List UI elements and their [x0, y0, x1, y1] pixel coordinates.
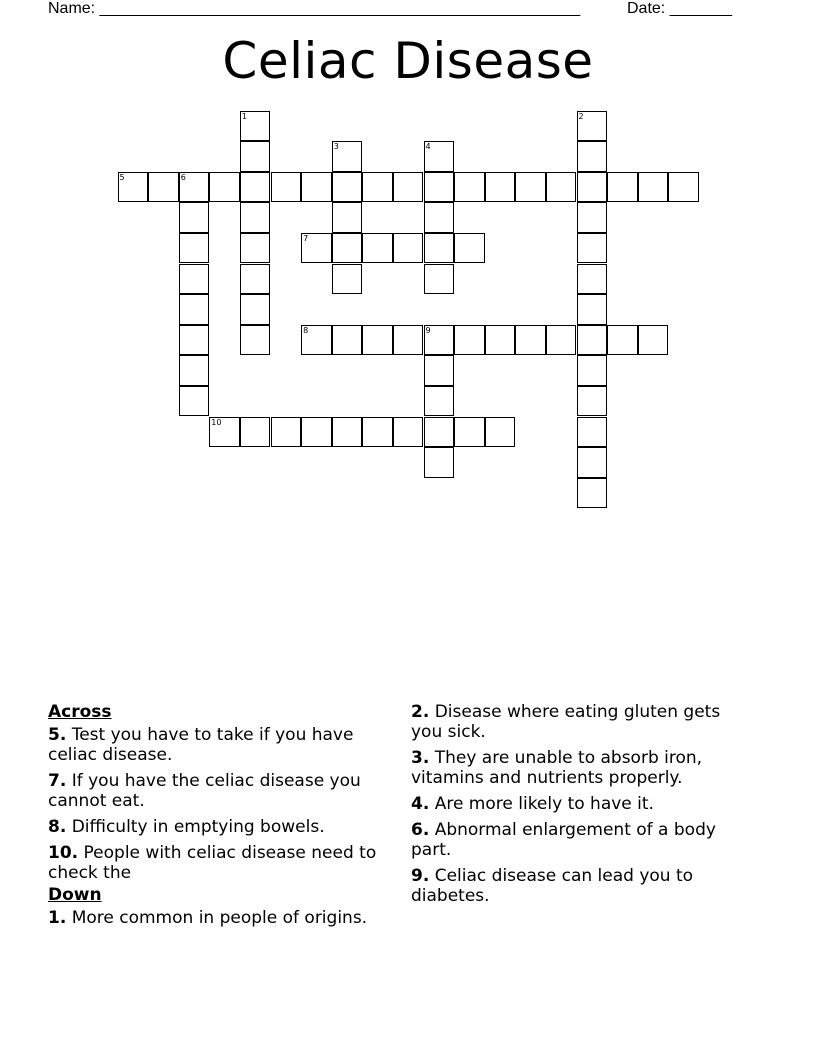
clue-across-7	[48, 771, 393, 811]
grid-cell[interactable]	[577, 355, 608, 386]
grid-cell[interactable]	[424, 325, 455, 356]
clue-number: 9.	[411, 866, 430, 886]
grid-cell[interactable]	[577, 202, 608, 233]
grid-cell[interactable]	[179, 294, 210, 325]
clue-number-label: 4	[425, 142, 431, 152]
clue-across-5	[48, 725, 393, 765]
grid-cell[interactable]	[607, 172, 638, 203]
grid-cell[interactable]	[577, 264, 608, 295]
grid-cell[interactable]	[515, 325, 546, 356]
grid-cell[interactable]	[362, 233, 393, 264]
grid-cell[interactable]	[240, 264, 271, 295]
grid-cell[interactable]	[118, 172, 149, 203]
grid-cell[interactable]	[332, 172, 363, 203]
clue-number-label: 6	[180, 172, 186, 182]
clue-down-9	[411, 866, 756, 906]
clue-text: They are unable to absorb iron, vitamins and nutrients properly.	[411, 748, 703, 788]
clues-left-column	[48, 702, 393, 934]
page-title: Celiac Disease	[222, 32, 594, 90]
grid-cell[interactable]	[240, 233, 271, 264]
grid-cell[interactable]	[179, 233, 210, 264]
grid-cell[interactable]	[424, 447, 455, 478]
clue-number: 5.	[48, 725, 67, 745]
clue-number: 2.	[411, 702, 430, 722]
clue-number: 3.	[411, 748, 430, 768]
grid-cell[interactable]	[577, 141, 608, 172]
grid-cell[interactable]	[577, 233, 608, 264]
name-line: Name: ______________________________________________________	[48, 0, 581, 17]
grid-cell[interactable]	[638, 325, 669, 356]
grid-cell[interactable]	[607, 325, 638, 356]
clue-number-label: 2	[578, 111, 584, 121]
grid-cell[interactable]	[424, 417, 455, 448]
crossword-grid	[0, 0, 816, 520]
grid-cell[interactable]	[577, 478, 608, 509]
clue-number-label: 7	[303, 233, 309, 243]
across-heading: Across	[48, 702, 112, 722]
grid-cell[interactable]	[577, 417, 608, 448]
grid-cell[interactable]	[179, 386, 210, 417]
clue-number-label: 5	[119, 172, 125, 182]
grid-cell[interactable]	[485, 417, 516, 448]
down-heading: Down	[48, 885, 102, 905]
grid-cell[interactable]	[577, 111, 608, 142]
grid-cell[interactable]	[454, 233, 485, 264]
grid-cell[interactable]	[485, 325, 516, 356]
grid-cell[interactable]	[393, 417, 424, 448]
clue-down-1	[48, 908, 393, 928]
clue-number: 8.	[48, 817, 67, 837]
clue-across-10	[48, 843, 393, 883]
grid-cell[interactable]	[577, 294, 608, 325]
clue-number: 6.	[411, 820, 430, 840]
clue-down-3	[411, 748, 756, 788]
grid-cell[interactable]	[577, 325, 608, 356]
grid-cell[interactable]	[271, 172, 302, 203]
grid-cell[interactable]	[301, 325, 332, 356]
grid-cell[interactable]	[424, 172, 455, 203]
grid-cell[interactable]	[301, 417, 332, 448]
grid-cell[interactable]	[362, 172, 393, 203]
clue-number-label: 9	[425, 325, 431, 335]
grid-cell[interactable]	[577, 447, 608, 478]
clue-down-6	[411, 820, 756, 860]
grid-cell[interactable]	[240, 141, 271, 172]
grid-cell[interactable]	[668, 172, 699, 203]
grid-cell[interactable]	[332, 141, 363, 172]
grid-cell[interactable]	[240, 202, 271, 233]
clue-text: More common in people of origins.	[71, 908, 368, 928]
clue-down-2	[411, 702, 756, 742]
grid-cell[interactable]	[179, 355, 210, 386]
grid-cell[interactable]	[301, 233, 332, 264]
clue-number: 1.	[48, 908, 67, 928]
clue-text: Difficulty in emptying bowels.	[71, 817, 325, 837]
grid-cell[interactable]	[332, 417, 363, 448]
grid-cell[interactable]	[515, 172, 546, 203]
grid-cell[interactable]	[424, 386, 455, 417]
grid-cell[interactable]	[240, 417, 271, 448]
grid-cell[interactable]	[424, 141, 455, 172]
grid-cell[interactable]	[332, 264, 363, 295]
clue-number-label: 8	[303, 325, 309, 335]
grid-cell[interactable]	[240, 325, 271, 356]
grid-cell[interactable]	[485, 172, 516, 203]
grid-cell[interactable]	[179, 202, 210, 233]
grid-cell[interactable]	[454, 172, 485, 203]
clue-number-label: 1	[241, 111, 247, 121]
grid-cell[interactable]	[393, 172, 424, 203]
grid-cell[interactable]	[332, 233, 363, 264]
grid-cell[interactable]	[179, 264, 210, 295]
grid-cell[interactable]	[179, 325, 210, 356]
clue-across-8	[48, 817, 393, 837]
grid-cell[interactable]	[424, 355, 455, 386]
clue-down-4	[411, 794, 756, 814]
grid-cell[interactable]	[393, 325, 424, 356]
clue-number-label: 10	[211, 417, 222, 427]
clue-number: 4.	[411, 794, 430, 814]
grid-cell[interactable]	[638, 172, 669, 203]
grid-cell[interactable]	[454, 417, 485, 448]
grid-cell[interactable]	[209, 417, 240, 448]
clue-text: Abnormal enlargement of a body part.	[411, 820, 716, 860]
date-line: Date: _______	[627, 0, 732, 17]
grid-cell[interactable]	[577, 172, 608, 203]
grid-cell[interactable]	[577, 386, 608, 417]
grid-cell[interactable]	[301, 172, 332, 203]
grid-cell[interactable]	[240, 294, 271, 325]
grid-cell[interactable]	[240, 111, 271, 142]
clue-text: Celiac disease can lead you to diabetes.	[411, 866, 694, 906]
grid-cell[interactable]	[546, 172, 577, 203]
grid-cell[interactable]	[271, 417, 302, 448]
grid-cell[interactable]	[546, 325, 577, 356]
grid-cell[interactable]	[332, 325, 363, 356]
grid-cell[interactable]	[393, 233, 424, 264]
clue-text: People with celiac disease need to check the	[48, 843, 377, 883]
grid-cell[interactable]	[179, 172, 210, 203]
grid-cell[interactable]	[424, 202, 455, 233]
clue-text: Are more likely to have it.	[434, 794, 654, 814]
clues-right-column	[411, 702, 756, 912]
grid-cell[interactable]	[424, 264, 455, 295]
clue-number: 10.	[48, 843, 79, 863]
grid-cell[interactable]	[240, 172, 271, 203]
grid-cell[interactable]	[332, 202, 363, 233]
grid-cell[interactable]	[209, 172, 240, 203]
grid-cell[interactable]	[454, 325, 485, 356]
clue-number: 7.	[48, 771, 67, 791]
clue-text: If you have the celiac disease you cannot eat.	[48, 771, 361, 811]
grid-cell[interactable]	[362, 417, 393, 448]
grid-cell[interactable]	[424, 233, 455, 264]
grid-cell[interactable]	[362, 325, 393, 356]
grid-cell[interactable]	[148, 172, 179, 203]
clue-number-label: 3	[333, 142, 339, 152]
clue-text: Test you have to take if you have celiac disease.	[48, 725, 354, 765]
clue-text: Disease where eating gluten gets you sick.	[411, 702, 721, 742]
